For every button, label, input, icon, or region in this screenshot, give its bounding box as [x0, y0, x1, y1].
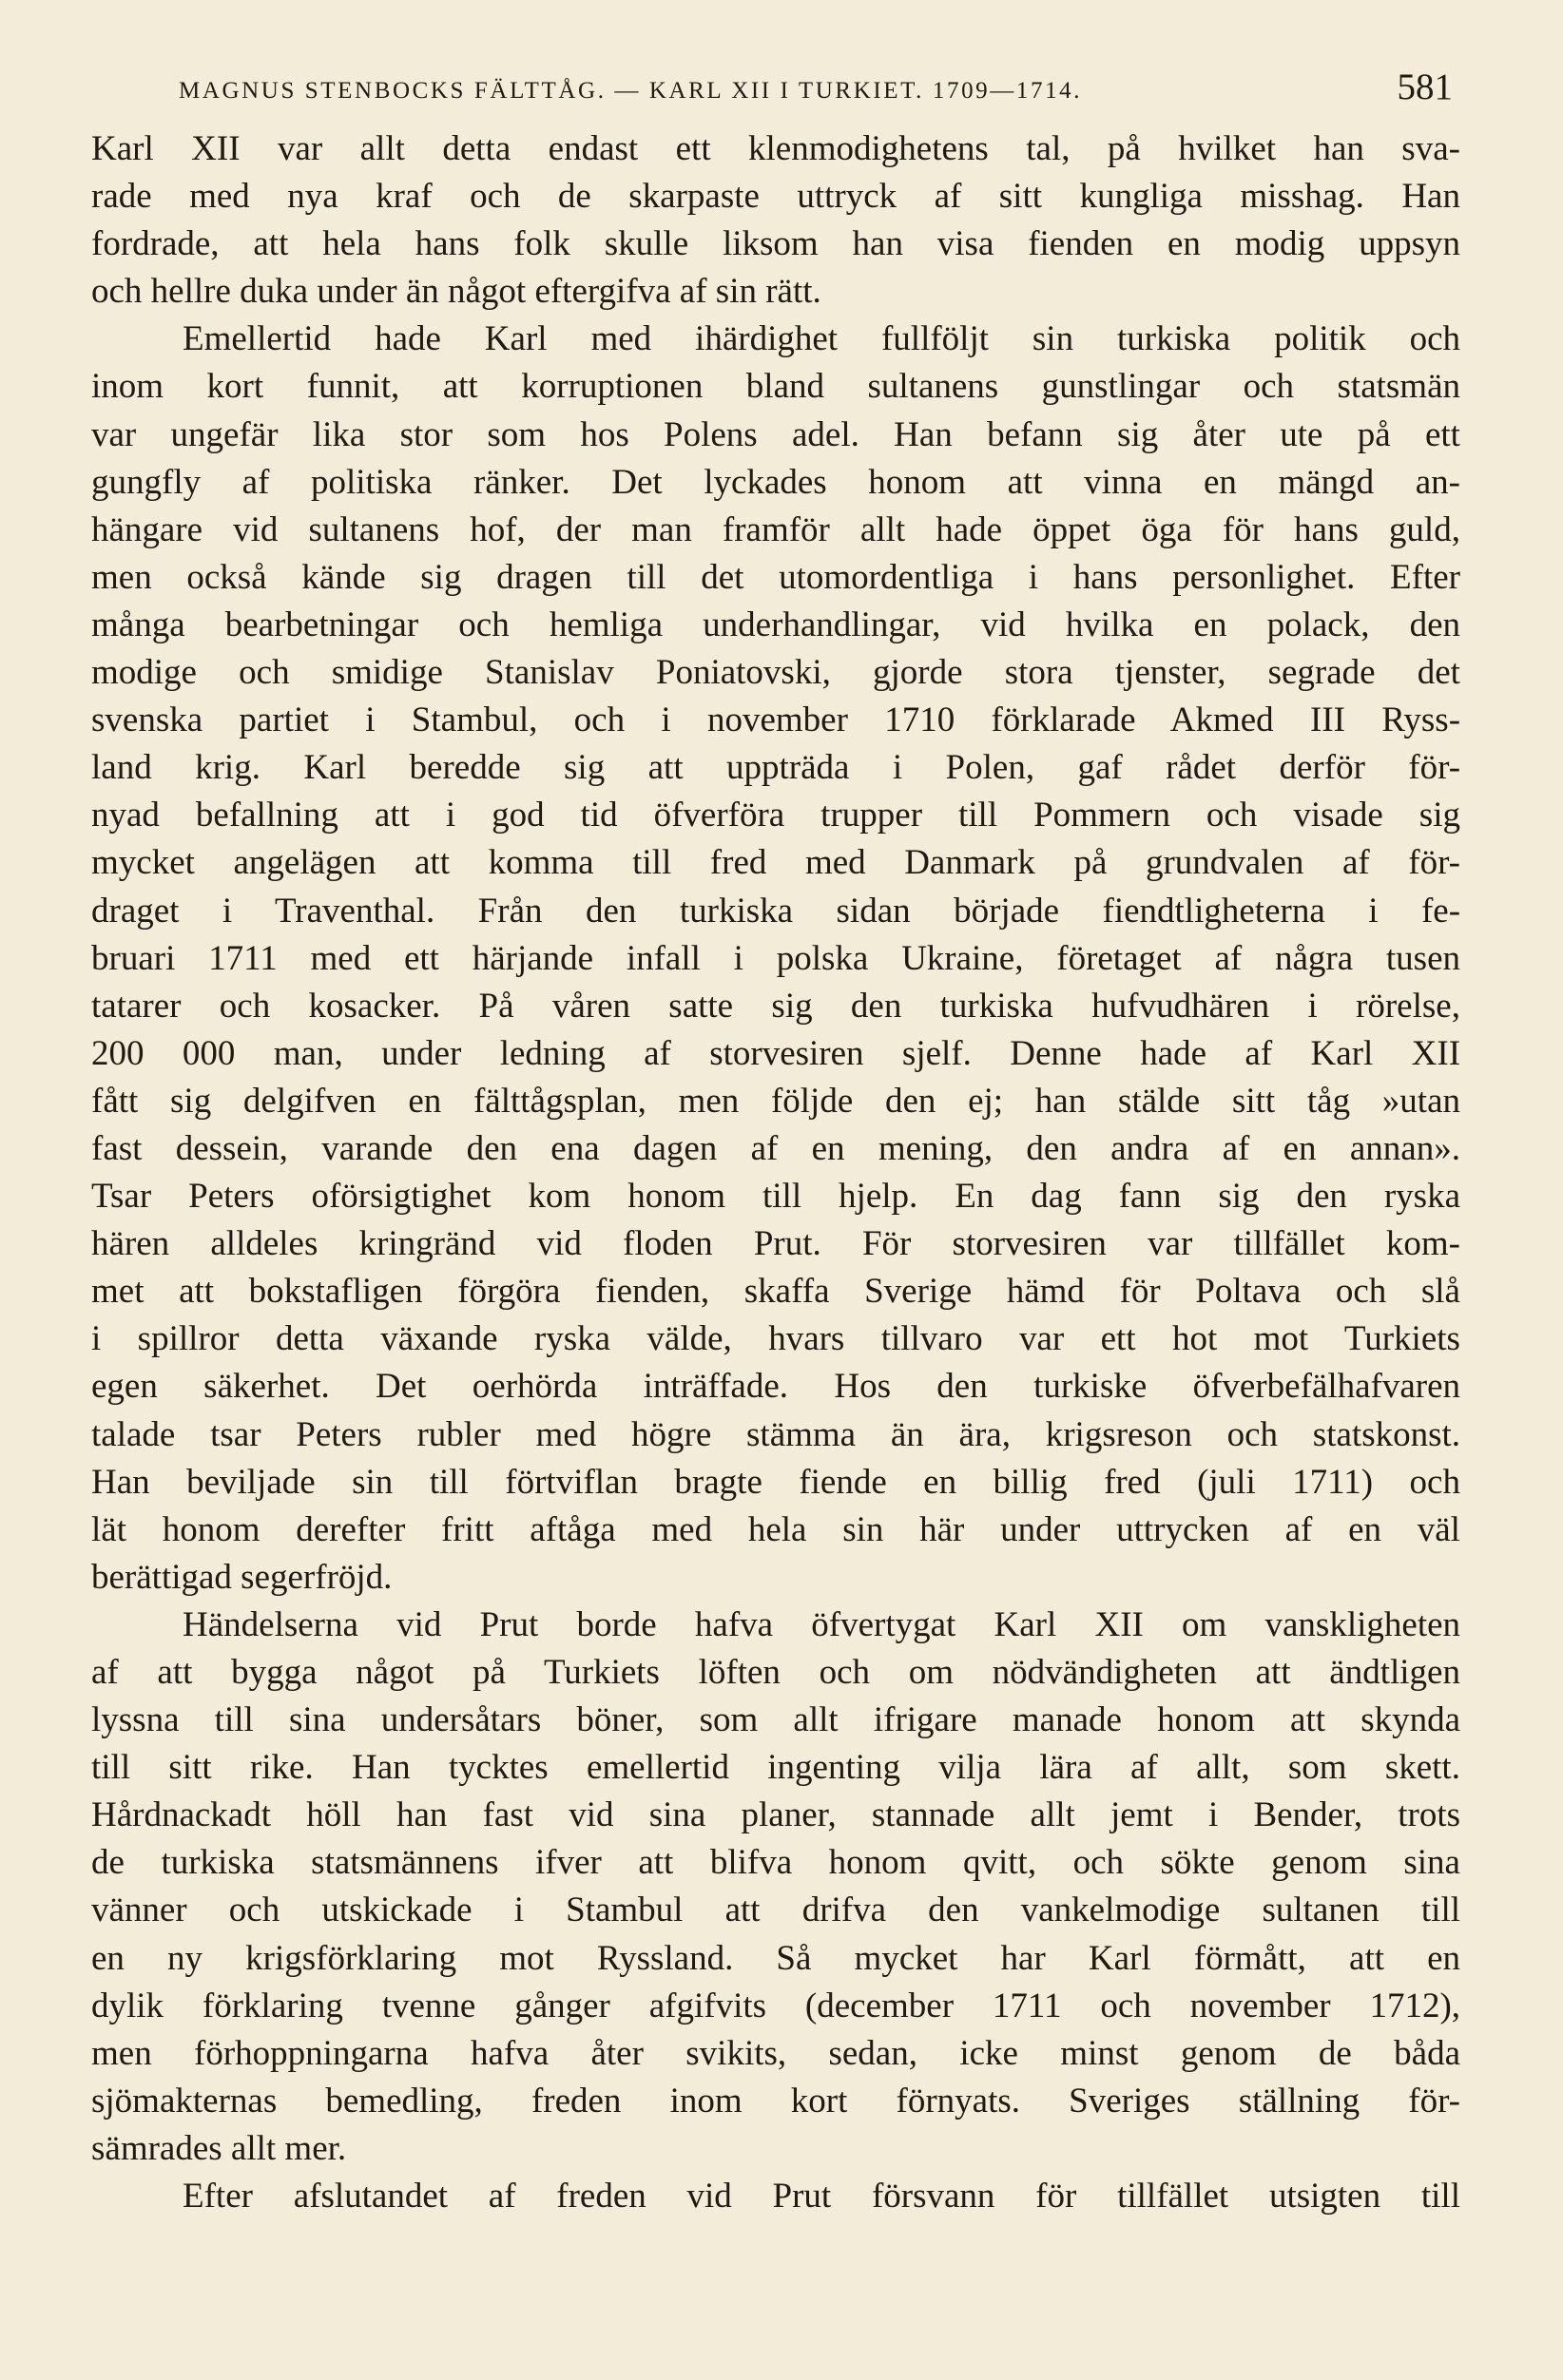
text-line: lät honom derefter fritt aftåga med hela sin här under uttrycken af en väl — [91, 1509, 1460, 1549]
running-title: MAGNUS STENBOCKS FÄLTTÅG. — KARL XII I TURKIET. 1709—1714. — [179, 78, 1083, 104]
text-line: en ny krigsförklaring mot Ryssland. Så mycket har Karl förmått, att en — [91, 1938, 1461, 1978]
text-line: fått sig delgifven en fälttågsplan, men följde den ej; han stälde sitt tåg »utan — [91, 1081, 1460, 1121]
text-line: berättigad segerfröjd. — [91, 1557, 393, 1597]
text-line: land krig. Karl beredde sig att uppträda i Polen, gaf rådet derför för- — [91, 748, 1461, 788]
text-line: till sitt rike. Han tycktes emellertid ingenting vilja lära af allt, som skett. — [91, 1748, 1460, 1788]
running-head — [179, 61, 1453, 108]
text-line: gungfly af politiska ränker. Det lyckades honom att vinna en mängd an- — [91, 462, 1460, 502]
text-line: Tsar Peters oförsigtighet kom honom till hjelp. En dag fann sig den ryska — [91, 1177, 1460, 1217]
text-line: hären alldeles kringränd vid floden Prut. För storvesiren var tillfället kom- — [91, 1224, 1460, 1264]
text-line: vänner och utskickade i Stambul att drifva den vankelmodige sultanen till — [91, 1891, 1461, 1930]
text-line: Händelserna vid Prut borde hafva öfvertygat Karl XII om vanskligheten — [183, 1604, 1461, 1644]
text-line: men också kände sig dragen till det utomordentliga i hans personlighet. Efter — [91, 557, 1460, 597]
text-line: och hellre duka under än något eftergifva af sin rätt. — [91, 272, 821, 312]
page-number: 581 — [1397, 67, 1453, 107]
text-line: sämrades allt mer. — [91, 2128, 347, 2168]
text-line: Emellertid hade Karl med ihärdighet fullföljt sin turkiska politik och — [183, 319, 1461, 359]
text-line: inom kort funnit, att korruptionen bland sultanens gunstlingar och statsmän — [91, 367, 1461, 407]
text-line: var ungefär lika stor som hos Polens adel. Han befann sig åter ute på ett — [91, 414, 1460, 454]
text-line: sjömakternas bemedling, freden inom kort förnyats. Sveriges ställning för- — [91, 2081, 1461, 2121]
text-line: Han beviljade sin till förtviflan bragte fiende en billig fred (juli 1711) och — [91, 1462, 1460, 1502]
text-line: i spillror detta växande ryska välde, hvars tillvaro var ett hot mot Turkiets — [91, 1319, 1460, 1359]
text-line: mycket angelägen att komma till fred med Danmark på grundvalen af för- — [91, 843, 1460, 883]
text-line: många bearbetningar och hemliga underhandlingar, vid hvilka en polack, den — [91, 605, 1461, 644]
text-line: bruari 1711 med ett härjande infall i polska Ukraine, företaget af några tusen — [91, 938, 1461, 978]
text-line: fordrade, att hela hans folk skulle liksom han visa fienden en modig uppsyn — [91, 224, 1461, 264]
text-line: talade tsar Peters rubler med högre stämma än ära, krigsreson och statskonst. — [91, 1414, 1461, 1454]
text-line: draget i Traventhal. Från den turkiska sidan började fiendtligheterna i fe- — [91, 891, 1461, 931]
text-line: 200 000 man, under ledning af storvesiren sjelf. Denne hade af Karl XII — [91, 1033, 1461, 1073]
text-line: af att bygga något på Turkiets löften och om nödvändigheten att ändtligen — [91, 1653, 1460, 1692]
text-line: nyad befallning att i god tid öfverföra trupper till Pommern och visade sig — [91, 796, 1460, 835]
text-line: Karl XII var allt detta endast ett klenmodighetens tal, på hvilket han sva- — [91, 129, 1460, 168]
text-line: rade med nya kraf och de skarpaste uttryck af sitt kungliga misshag. Han — [91, 177, 1460, 217]
text-line: men förhoppningarna hafva åter svikits, sedan, icke minst genom de båda — [91, 2033, 1461, 2073]
text-line: de turkiska statsmännens ifver att blifva honom qvitt, och sökte genom sina — [91, 1843, 1460, 1883]
text-line: Efter afslutandet af freden vid Prut försvann för tillfället utsigten till — [183, 2177, 1460, 2217]
text-line: hängare vid sultanens hof, der man framför allt hade öppet öga för hans guld, — [91, 509, 1460, 549]
text-line: Hårdnackadt höll han fast vid sina planer, stannade allt jemt i Bender, trots — [91, 1795, 1461, 1835]
text-line: fast dessein, varande den ena dagen af en mening, den andra af en annan». — [91, 1128, 1460, 1168]
body-text — [91, 125, 1460, 2220]
text-line: svenska partiet i Stambul, och i november 1710 förklarade Akmed III Ryss- — [91, 701, 1461, 740]
text-line: met att bokstafligen förgöra fienden, skaffa Sverige hämd för Poltava och slå — [91, 1272, 1460, 1312]
text-line: modige och smidige Stanislav Poniatovski, gjorde stora tjenster, segrade det — [91, 653, 1460, 693]
text-line: dylik förklaring tvenne gånger afgifvits (december 1711 och november 1712), — [91, 1986, 1461, 2025]
text-line: lyssna till sina undersåtars böner, som allt ifrigare manade honom att skynda — [91, 1700, 1461, 1740]
text-line: tatarer och kosacker. På våren satte sig den turkiska hufvudhären i rörelse, — [91, 986, 1460, 1026]
text-line: egen säkerhet. Det oerhörda inträffade. Hos den turkiske öfverbefälhafvaren — [91, 1367, 1461, 1407]
